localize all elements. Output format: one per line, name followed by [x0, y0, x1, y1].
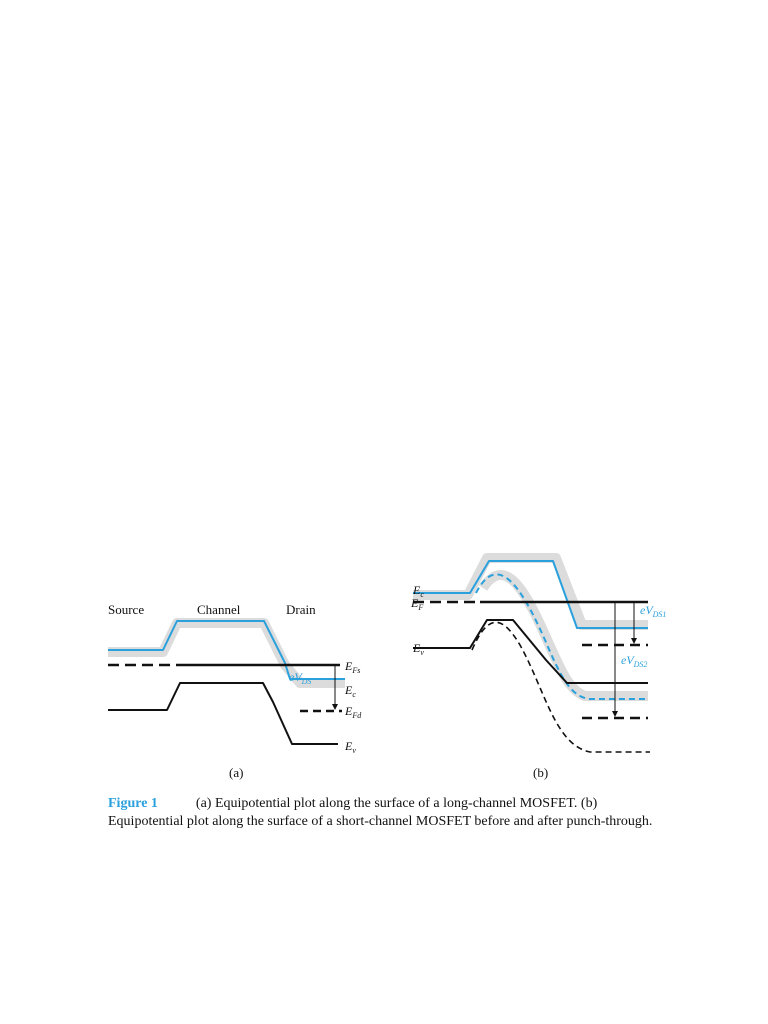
evds1-arrowhead: [631, 638, 637, 644]
efd-label: $E_{Fd}$: [345, 704, 362, 720]
conduction-band-a: [108, 621, 345, 679]
conduction-band-shadow-a: [108, 623, 345, 683]
ec-label-a: $E_c$: [345, 683, 356, 699]
diagram-a: [108, 602, 362, 780]
ev-label-b: $E_v$: [413, 641, 424, 657]
evds2-label: $eV_{DS2}$: [621, 653, 648, 669]
ef-label-b: $E_F$: [411, 596, 424, 612]
efs-label: $E_{Fs}$: [345, 659, 361, 675]
evds-arrowhead-a: [332, 704, 338, 710]
evds-label-a: $eV_{DS}$: [289, 670, 312, 686]
figure-caption: [108, 795, 668, 831]
ec-label-b: $E_c$: [413, 583, 424, 599]
figure-label: Figure 1: [108, 796, 158, 811]
caption-text: (a) Equipotential plot along the surface of a long-channel MOSFET. (b) Equipotential plot along the surface of a short-channel MOSFET before and after punch-through.: [108, 796, 653, 829]
valence-band-b-after: [472, 622, 650, 752]
panel-label-a: (a): [229, 765, 244, 780]
evds2-arrowhead: [612, 711, 618, 717]
valence-band-a: [108, 683, 338, 744]
evds1-label: $eV_{DS1}$: [640, 603, 667, 619]
source-label: Source: [108, 602, 145, 617]
diagram-b: [410, 558, 666, 780]
channel-label: Channel: [197, 602, 241, 617]
ev-label-a: $E_v$: [345, 739, 356, 755]
drain-label: Drain: [286, 602, 316, 617]
panel-label-b: (b): [533, 765, 549, 780]
